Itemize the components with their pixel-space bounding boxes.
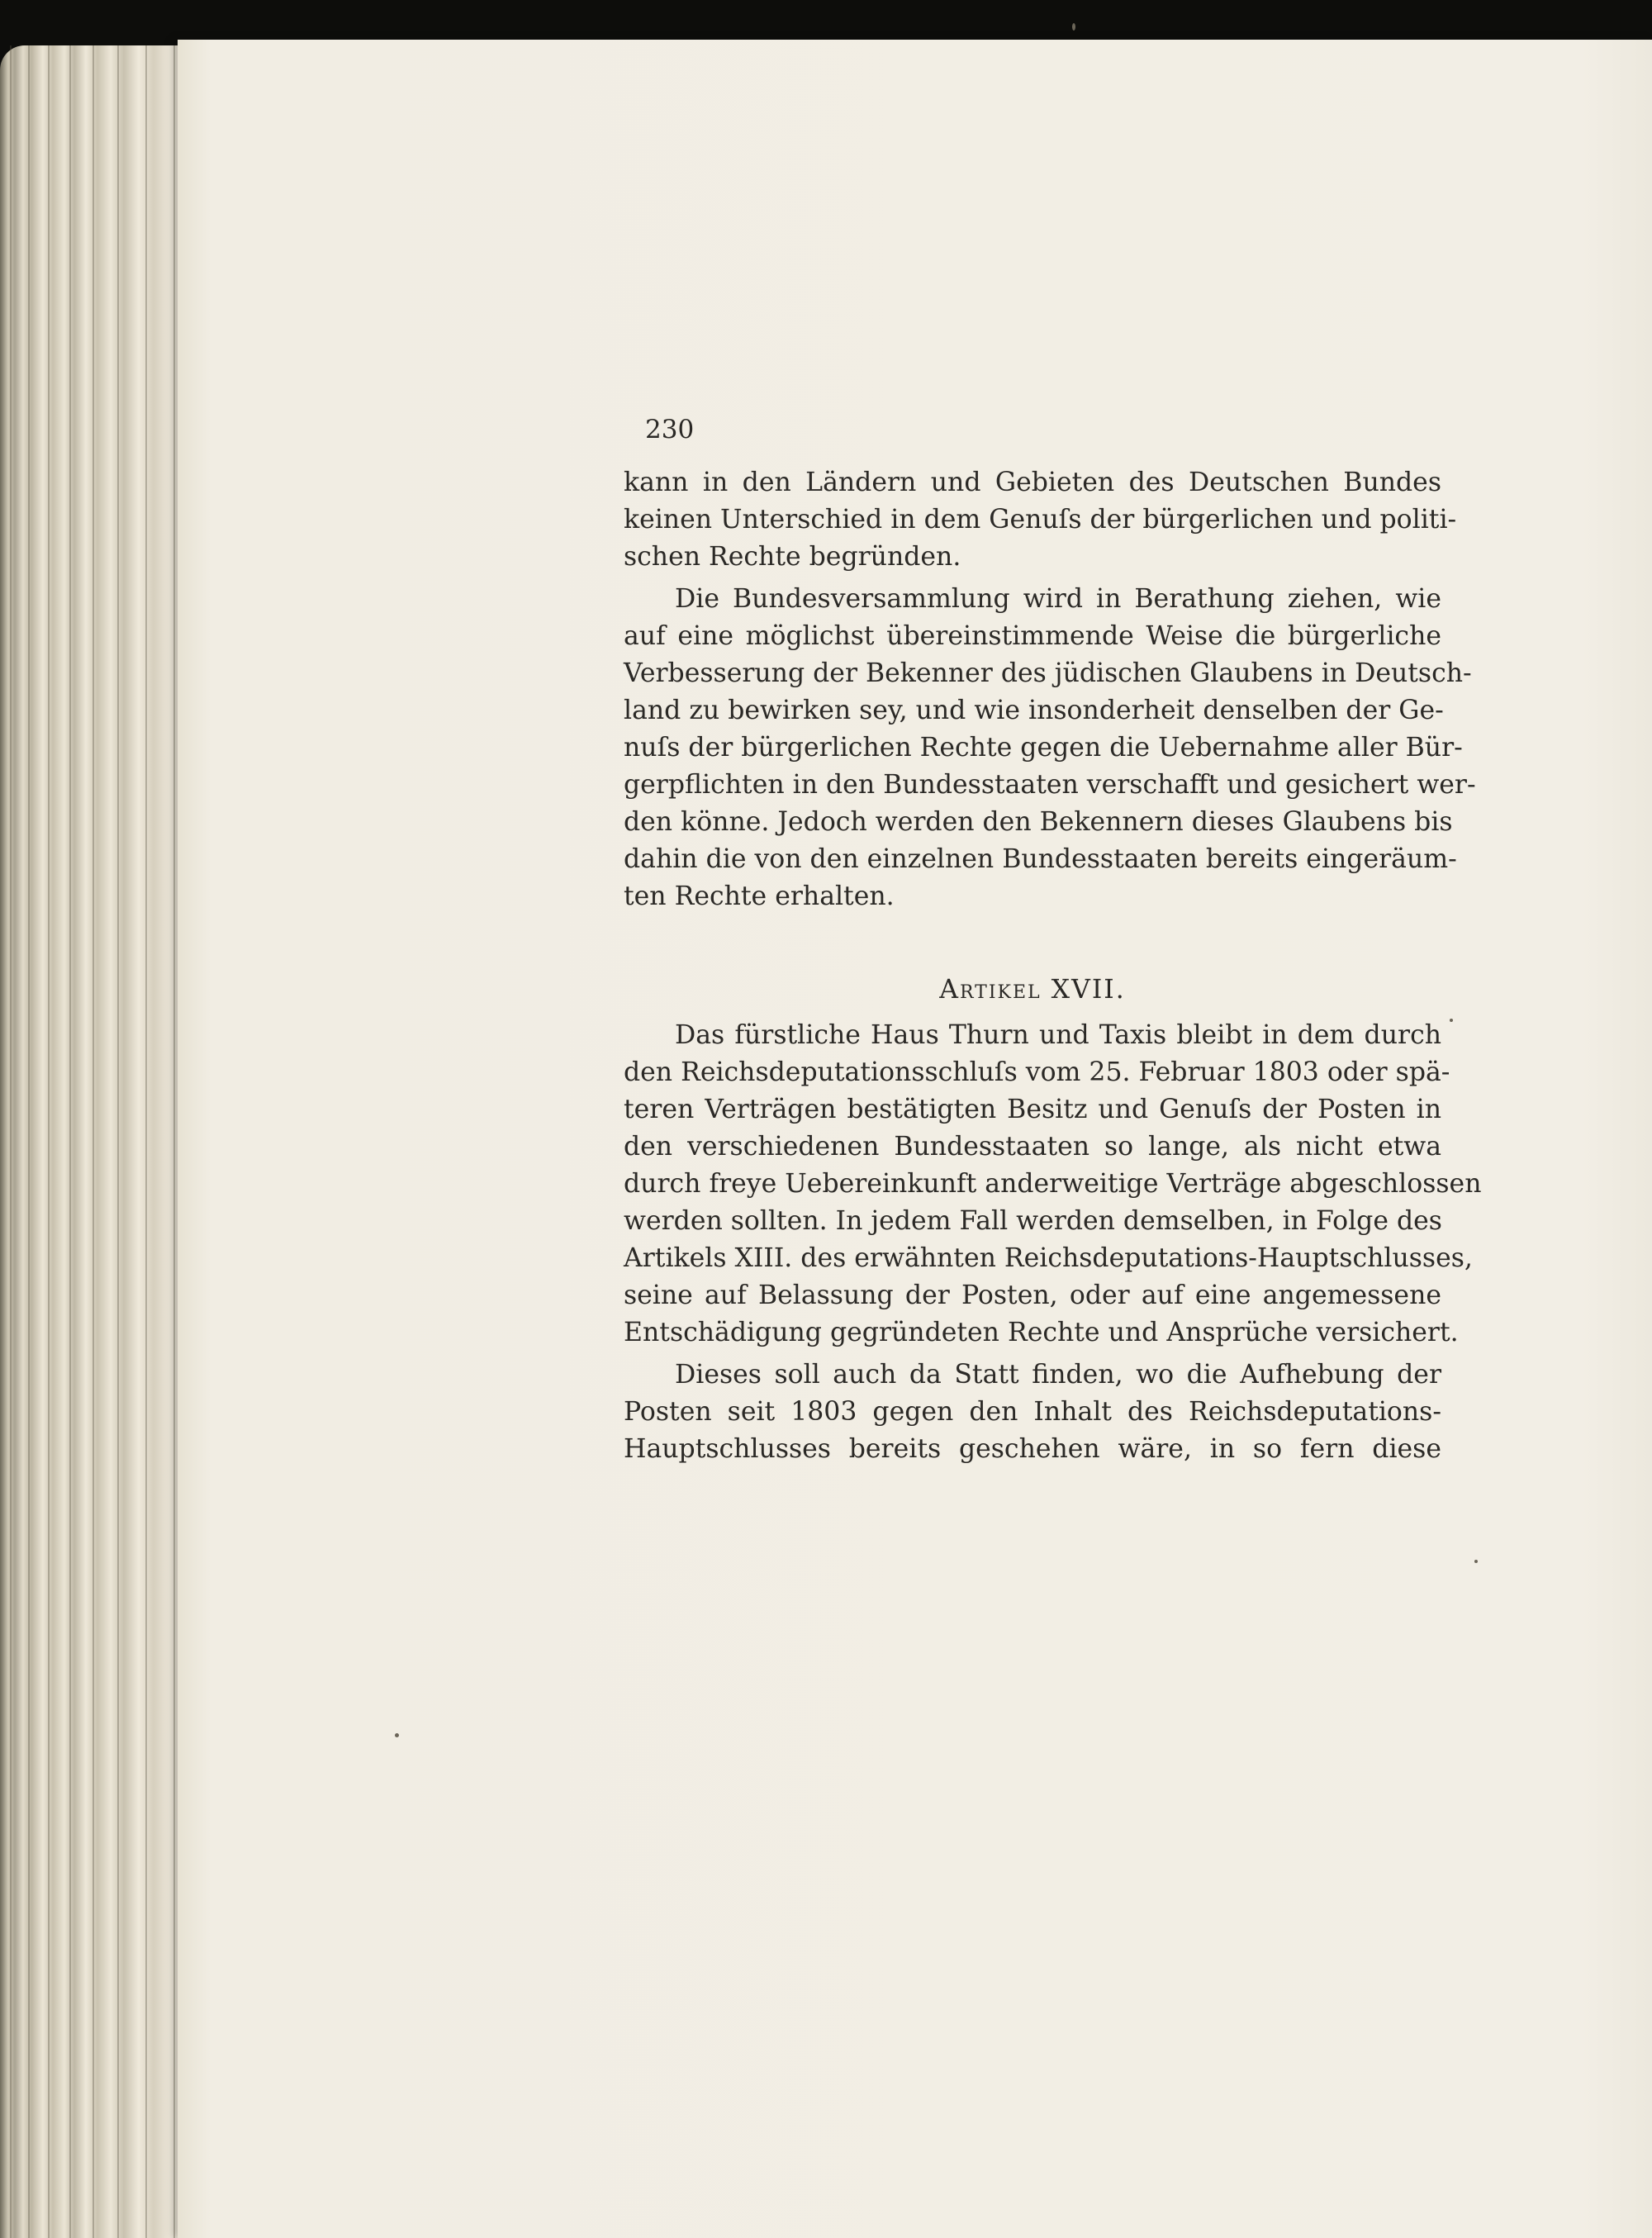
paragraph-bundesversammlung <box>624 581 1476 915</box>
text-line: ten Rechte erhalten. <box>624 881 895 911</box>
text-line: Hauptschlusses bereits geschehen wäre, in so fern diese <box>624 1434 1441 1464</box>
text-line: teren Verträgen bestätigten Besitz und Genuſs der Posten in <box>624 1095 1441 1124</box>
text-line: Das fürstliche Haus Thurn und Taxis bleibt in dem durch <box>675 1020 1441 1050</box>
text-line: Entschädigung gegründeten Rechte und Ansprüche versichert. <box>624 1318 1459 1347</box>
text-line: Posten seit 1803 gegen den Inhalt des Reichsdeputations- <box>624 1397 1441 1427</box>
text-line: den verschiedenen Bundesstaaten so lange, als nicht etwa <box>624 1132 1441 1162</box>
page-number: 230 <box>645 415 695 444</box>
text-line: kann in den Ländern und Gebieten des Deutschen Bundes <box>624 468 1441 497</box>
paragraph-thurn-und-taxis <box>624 1017 1482 1352</box>
text-line: gerpflichten in den Bundesstaaten verschafft und gesichert wer- <box>624 770 1476 800</box>
text-line: dahin die von den einzelnen Bundesstaaten bereits eingeräum- <box>624 844 1457 874</box>
text-line: seine auf Belassung der Posten, oder auf eine angemessene <box>624 1281 1441 1310</box>
text-line: Dieses soll auch da Statt finden, wo die Aufhebung der <box>675 1360 1441 1390</box>
text-line: Die Bundesversammlung wird in Berathung ziehen, wie <box>675 584 1441 614</box>
text-line: den Reichsdeputationsschluſs vom 25. Februar 1803 oder spä- <box>624 1057 1450 1087</box>
page-text <box>624 413 1482 1468</box>
text-line: auf eine möglichst übereinstimmende Weise die bürgerliche <box>624 621 1441 651</box>
paragraph-continuation <box>624 464 1457 576</box>
article-heading: Artikel XVII. <box>939 975 1126 1005</box>
paragraph-aufhebung <box>624 1357 1441 1468</box>
text-line: durch freye Uebereinkunft anderweitige Verträge abgeschlossen <box>624 1169 1482 1199</box>
text-line: land zu bewirken sey, und wie insonderheit denselben der Ge- <box>624 696 1444 725</box>
text-line: den könne. Jedoch werden den Bekennern dieses Glaubens bis <box>624 807 1453 837</box>
text-line: schen Rechte begründen. <box>624 542 961 572</box>
text-line: werden sollten. In jedem Fall werden demselben, in Folge des <box>624 1206 1442 1236</box>
text-line: Artikels XIII. des erwähnten Reichsdeputations-Hauptschlusses, <box>624 1243 1473 1273</box>
page-edges <box>0 45 186 2238</box>
text-line: nuſs der bürgerlichen Rechte gegen die Uebernahme aller Bür- <box>624 733 1463 763</box>
text-line: Verbesserung der Bekenner des jüdischen Glaubens in Deutsch- <box>624 658 1472 688</box>
text-line: keinen Unterschied in dem Genuſs der bürgerlichen und politi- <box>624 505 1457 535</box>
